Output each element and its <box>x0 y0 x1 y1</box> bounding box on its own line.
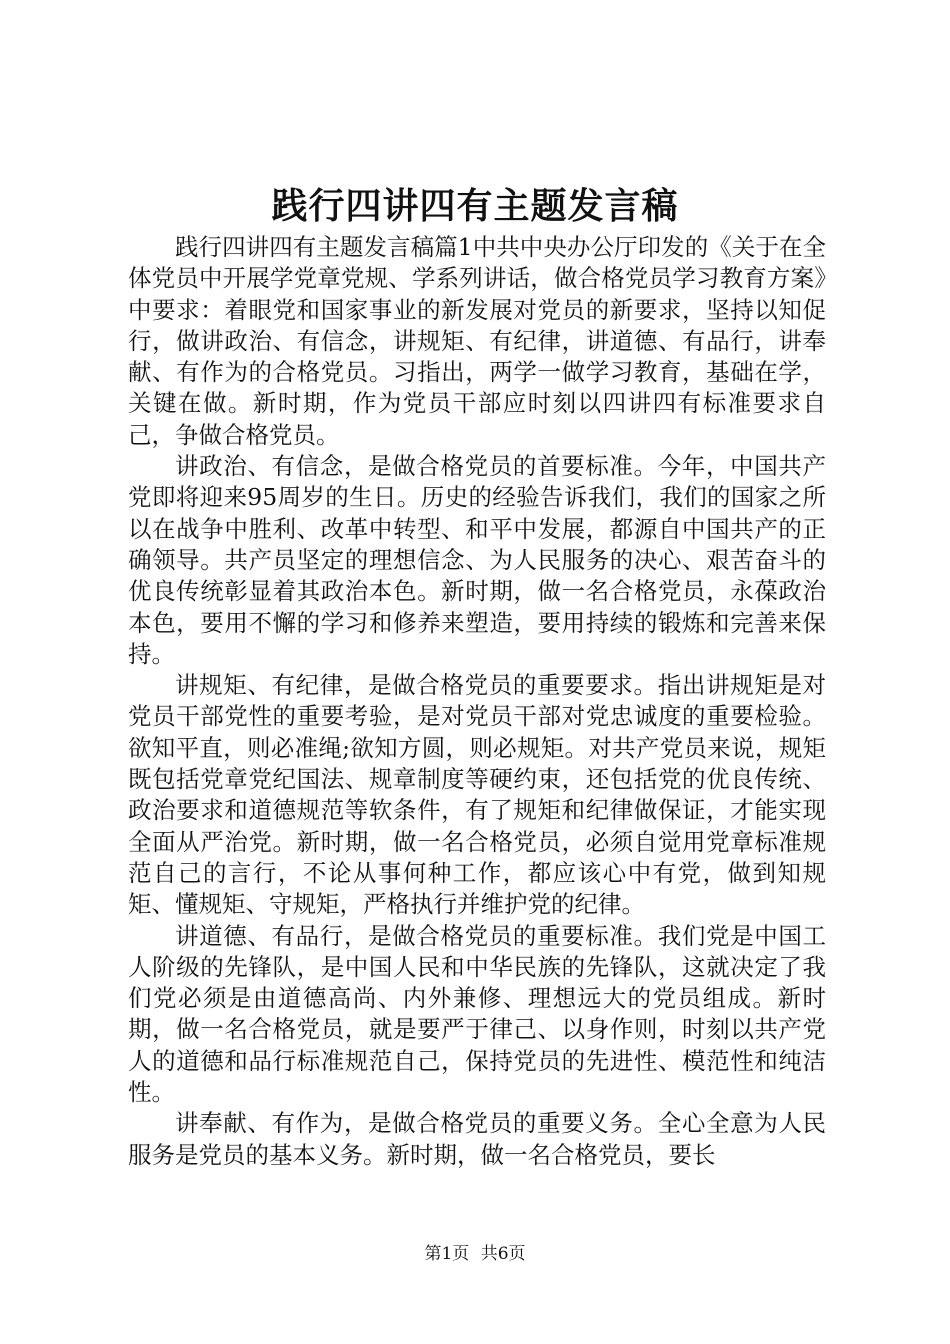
paragraph-intro: 践行四讲四有主题发言稿篇1中共中央办公厅印发的《关于在全体党员中开展学党章党规、学系列讲话，做合格党员学习教育方案》中要求：着眼党和国家事业的新发展对党员的新要求，坚持以知促行，做讲政治、有信念，讲规矩、有纪律，讲道德、有品行，讲奉献、有作为的合格党员。习指出，两学一做学习教育，基础在学，关键在做。新时期，作为党员干部应时刻以四讲四有标准要求自己，争做合格党员。 <box>128 233 826 449</box>
paragraph-rules: 讲规矩、有纪律，是做合格党员的重要要求。指出讲规矩是对党员干部党性的重要考验，是对党员干部对党忠诚度的重要检验。欲知平直，则必准绳;欲知方圆，则必规矩。对共产党员来说，规矩既包括党章党纪国法、规章制度等硬约束，还包括党的优良传统、政治要求和道德规范等软条件，有了规矩和纪律做保证，才能实现全面从严治党。新时期，做一名合格党员，必须自觉用党章标准规范自己的言行，不论从事何种工作，都应该心中有党，做到知规矩、懂规矩、守规矩，严格执行并维护党的纪律。 <box>128 671 826 919</box>
page-number-total: 共6页 <box>480 1244 526 1264</box>
document-title: 践行四讲四有主题发言稿 <box>271 185 679 227</box>
paragraph-politics: 讲政治、有信念，是做合格党员的首要标准。今年，中国共产党即将迎来95周岁的生日。历史的经验告诉我们，我们的国家之所以在战争中胜利、改革中转型、和平中发展，都源自中国共产的正确领导。共产员坚定的理想信念、为人民服务的决心、艰苦奋斗的优良传统彰显着其政治本色。新时期，做一名合格党员，永葆政治本色，要用不懈的学习和修养来塑造，要用持续的锻炼和完善来保持。 <box>128 452 826 668</box>
document-body <box>128 232 826 1171</box>
paragraph-morality: 讲道德、有品行，是做合格党员的重要标准。我们党是中国工人阶级的先锋队，是中国人民和中华民族的先锋队，这就决定了我们党必须是由道德高尚、内外兼修、理想远大的党员组成。新时期，做一名合格党员，就是要严于律己、以身作则，时刻以共产党人的道德和品行标准规范自己，保持党员的先进性、模范性和纯洁性。 <box>128 921 826 1107</box>
paragraph-dedication: 讲奉献、有作为，是做合格党员的重要义务。全心全意为人民服务是党员的基本义务。新时期，做一名合格党员，要长 <box>128 1109 826 1169</box>
page-number-current: 第1页 <box>424 1244 470 1264</box>
page-footer <box>0 1243 950 1265</box>
